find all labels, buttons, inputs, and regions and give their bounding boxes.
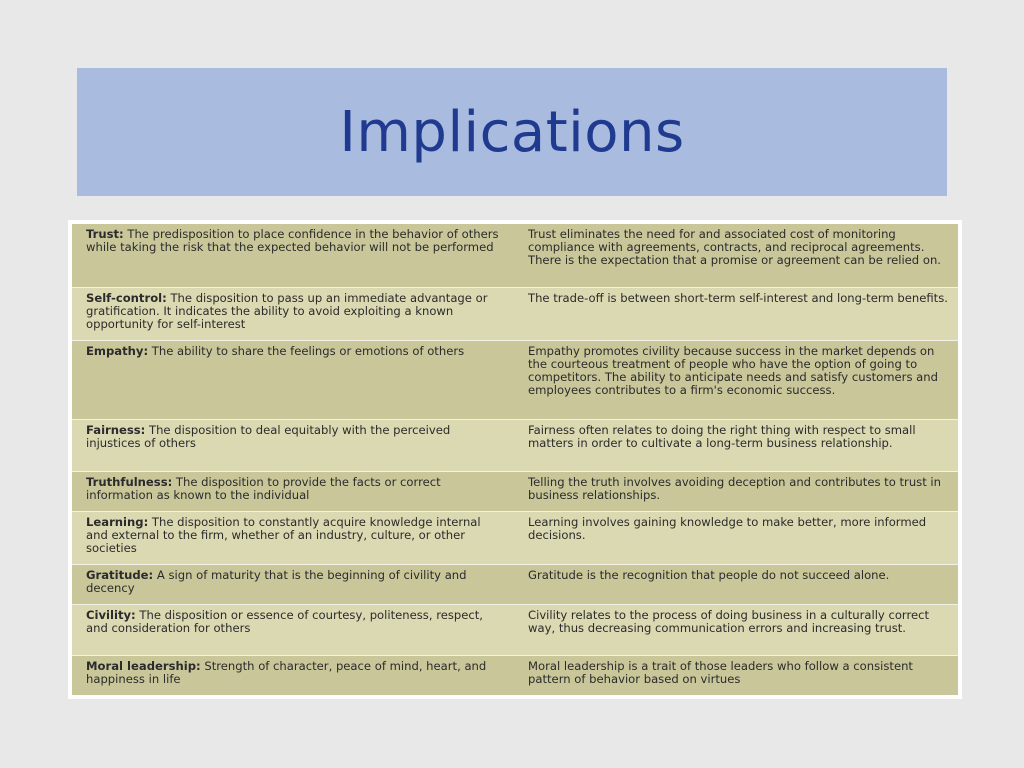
virtue-definition: The ability to share the feelings or emotions of others — [148, 344, 465, 358]
virtue-definition: Strength of character, peace of mind, heart, and happiness in life — [86, 659, 487, 686]
implication-cell: Civility relates to the process of doing business in a culturally correct way, thus decreasing communication errors and increasing trust. — [528, 608, 930, 635]
definition-cell — [72, 605, 514, 655]
definition-cell — [72, 224, 514, 287]
virtue-definition: The disposition to provide the facts or correct information as known to the individual — [86, 475, 441, 502]
slide-title: Implications — [339, 99, 685, 165]
virtue-definition: The disposition or essence of courtesy, politeness, respect, and consideration for others — [86, 608, 483, 635]
implication-cell: Fairness often relates to doing the right thing with respect to small matters in order to cultivate a long-term business relationship. — [528, 423, 916, 450]
virtue-term: Empathy: — [86, 344, 149, 358]
virtues-table — [72, 224, 958, 695]
virtue-definition: The disposition to constantly acquire knowledge internal and external to the firm, whether of an industry, culture, or other societies — [86, 515, 481, 555]
virtue-definition: The disposition to pass up an immediate advantage or gratification. It indicates the ability to avoid exploiting a known opportunity for self-interest — [86, 291, 488, 331]
virtue-term: Truthfulness: — [86, 475, 173, 489]
definition-cell — [72, 341, 514, 419]
virtues-table-frame — [68, 220, 962, 699]
implication-cell: Telling the truth involves avoiding deception and contributes to trust in business relationships. — [528, 475, 942, 502]
virtue-term: Moral leadership: — [86, 659, 201, 673]
table-row-trust — [72, 224, 958, 288]
virtue-definition: A sign of maturity that is the beginning of civility and decency — [86, 568, 467, 595]
table-row-learning — [72, 512, 958, 565]
definition-cell — [72, 472, 514, 511]
implication-cell: The trade-off is between short-term self-interest and long-term benefits. — [528, 291, 948, 305]
title-banner — [77, 68, 947, 196]
definition-cell — [72, 512, 514, 564]
virtue-term: Trust: — [86, 227, 124, 241]
table-row-self-control — [72, 288, 958, 341]
table-row-empathy — [72, 341, 958, 420]
table-row-truthfulness — [72, 472, 958, 512]
definition-cell — [72, 656, 514, 695]
implication-cell: Trust eliminates the need for and associated cost of monitoring compliance with agreements, contracts, and reciprocal agreements. There is the expectation that a promise or agreement can be relied on. — [528, 227, 941, 267]
table-row-gratitude — [72, 565, 958, 605]
implication-cell: Gratitude is the recognition that people do not succeed alone. — [528, 568, 890, 582]
table-row-civility — [72, 605, 958, 656]
virtue-term: Gratitude: — [86, 568, 154, 582]
definition-cell — [72, 565, 514, 604]
virtue-definition: The disposition to deal equitably with the perceived injustices of others — [86, 423, 451, 450]
implication-cell: Moral leadership is a trait of those leaders who follow a consistent pattern of behavior based on virtues — [528, 659, 913, 686]
virtue-term: Learning: — [86, 515, 149, 529]
implication-cell: Empathy promotes civility because success in the market depends on the courteous treatment of people who have the option of going to competitors. The ability to anticipate needs and satisfy customers and employees contributes to a firm's economic success. — [528, 344, 938, 397]
table-row-fairness — [72, 420, 958, 472]
definition-cell — [72, 420, 514, 471]
virtue-term: Self-control: — [86, 291, 167, 305]
table-row-moral-leadership — [72, 656, 958, 695]
virtue-term: Fairness: — [86, 423, 146, 437]
implication-cell: Learning involves gaining knowledge to make better, more informed decisions. — [528, 515, 927, 542]
definition-cell — [72, 288, 514, 340]
virtue-definition: The predisposition to place confidence in the behavior of others while taking the risk that the expected behavior will not be performed — [86, 227, 499, 254]
virtue-term: Civility: — [86, 608, 136, 622]
